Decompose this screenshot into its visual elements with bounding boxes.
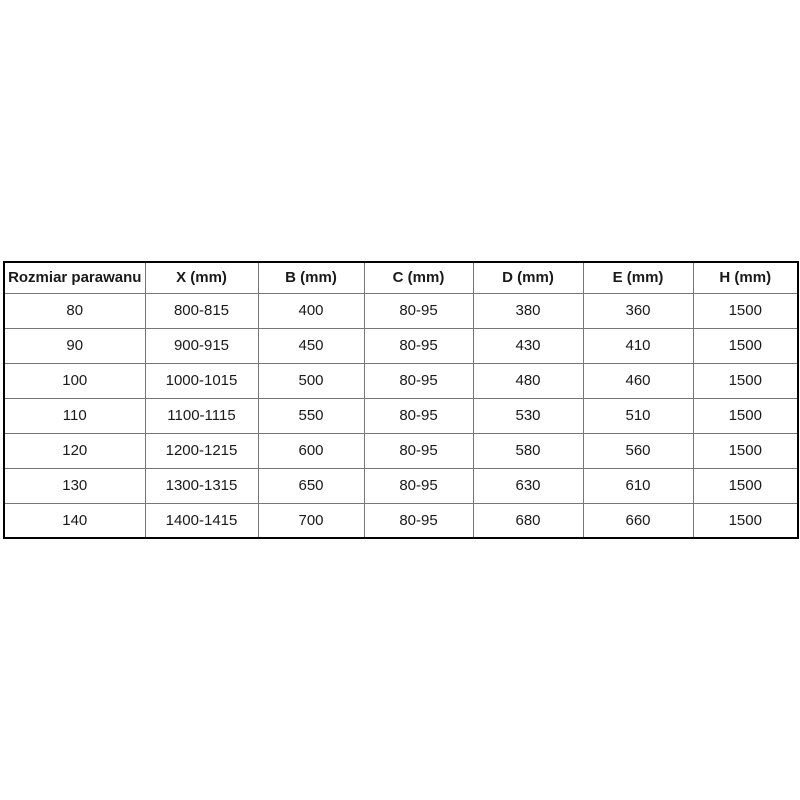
table-cell: 430 [473,328,583,363]
table-cell: 410 [583,328,693,363]
table-cell: 1400-1415 [145,503,258,538]
table-cell: 1100-1115 [145,398,258,433]
table-cell: 90 [4,328,145,363]
table-cell: 80-95 [364,328,473,363]
header-cell: B (mm) [258,262,364,293]
header-cell: Rozmiar parawanu [4,262,145,293]
table-cell: 650 [258,468,364,503]
header-cell: D (mm) [473,262,583,293]
spec-table-body [4,293,798,538]
table-cell: 460 [583,363,693,398]
table-cell: 360 [583,293,693,328]
table-cell: 1500 [693,503,798,538]
table-cell: 80 [4,293,145,328]
table-cell: 800-815 [145,293,258,328]
header-cell: C (mm) [364,262,473,293]
table-cell: 1200-1215 [145,433,258,468]
table-cell: 530 [473,398,583,433]
table-cell: 1300-1315 [145,468,258,503]
table-cell: 120 [4,433,145,468]
header-cell: E (mm) [583,262,693,293]
table-cell: 80-95 [364,293,473,328]
table-cell: 900-915 [145,328,258,363]
table-row [4,468,798,503]
table-row [4,363,798,398]
table-row [4,293,798,328]
table-cell: 630 [473,468,583,503]
table-cell: 680 [473,503,583,538]
table-cell: 110 [4,398,145,433]
header-cell: H (mm) [693,262,798,293]
spec-table-header [4,262,798,293]
table-cell: 1500 [693,433,798,468]
table-cell: 1500 [693,363,798,398]
table-cell: 450 [258,328,364,363]
table-row [4,328,798,363]
spec-table-wrapper [3,261,797,539]
table-cell: 1500 [693,468,798,503]
table-cell: 610 [583,468,693,503]
table-cell: 1500 [693,293,798,328]
table-cell: 140 [4,503,145,538]
table-cell: 80-95 [364,398,473,433]
table-row [4,398,798,433]
table-cell: 580 [473,433,583,468]
header-row [4,262,798,293]
table-cell: 80-95 [364,503,473,538]
table-cell: 600 [258,433,364,468]
table-cell: 80-95 [364,433,473,468]
table-cell: 80-95 [364,468,473,503]
table-cell: 480 [473,363,583,398]
table-cell: 700 [258,503,364,538]
header-cell: X (mm) [145,262,258,293]
table-row [4,503,798,538]
table-row [4,433,798,468]
table-cell: 100 [4,363,145,398]
table-cell: 500 [258,363,364,398]
table-cell: 1000-1015 [145,363,258,398]
table-cell: 1500 [693,328,798,363]
table-cell: 80-95 [364,363,473,398]
table-cell: 130 [4,468,145,503]
table-cell: 1500 [693,398,798,433]
table-cell: 510 [583,398,693,433]
table-cell: 660 [583,503,693,538]
table-cell: 550 [258,398,364,433]
table-cell: 400 [258,293,364,328]
table-cell: 380 [473,293,583,328]
spec-table [3,261,799,539]
table-cell: 560 [583,433,693,468]
